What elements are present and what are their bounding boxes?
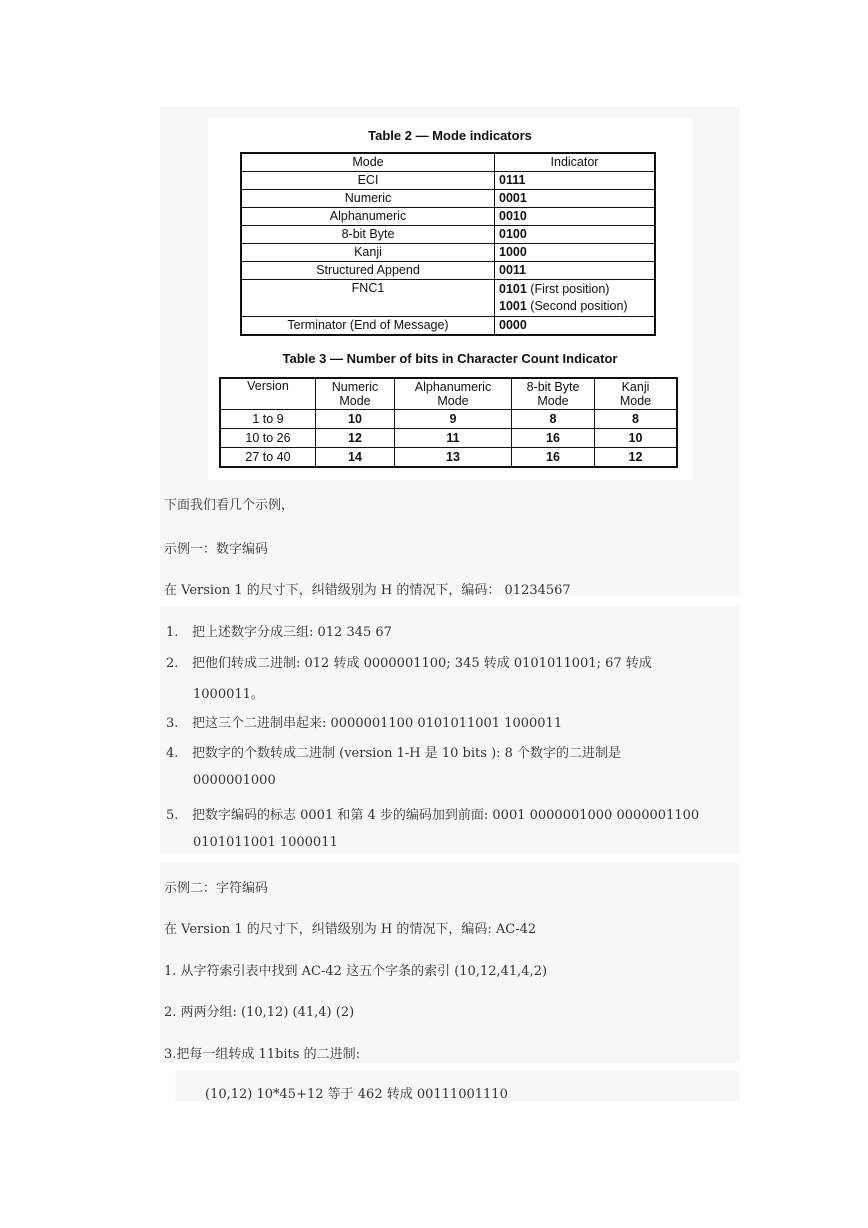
list-continuation: 0000001000 — [193, 773, 276, 788]
indicator-cell: 0100 — [495, 226, 656, 244]
value-cell: 13 — [395, 448, 512, 468]
value-cell: 16 — [512, 448, 595, 468]
header-cell — [316, 378, 395, 410]
value-cell: 9 — [395, 410, 512, 429]
indicator-value: 0101 — [499, 282, 527, 296]
list-continuation: 1000011。 — [193, 687, 264, 702]
header-line: Kanji — [621, 380, 650, 394]
table-row — [241, 208, 655, 226]
version-cell: 1 to 9 — [220, 410, 316, 429]
indicator-note: (First position) — [526, 282, 610, 296]
indicator-cell: 0011 — [495, 262, 656, 280]
list-number: 3. — [166, 716, 179, 731]
list-number: 5. — [166, 808, 179, 823]
header-line: 8-bit Byte — [526, 380, 580, 394]
table-row — [220, 429, 677, 448]
header-line: Mode — [537, 394, 569, 408]
table-header-row — [241, 153, 655, 172]
version-cell: 27 to 40 — [220, 448, 316, 468]
table-row — [241, 317, 655, 336]
list-item — [166, 621, 392, 640]
example2-heading: 示例二：字符编码 — [164, 881, 269, 896]
value-cell: 14 — [316, 448, 395, 468]
value-cell: 8 — [595, 410, 678, 429]
indicator-cell: 0001 — [495, 190, 656, 208]
table-header-row — [220, 378, 677, 410]
list-text: 把数字编码的标志 0001 和第 4 步的编码加到前面: 0001 0000001000 0000001100 — [192, 808, 700, 823]
header-line: Alphanumeric — [414, 380, 492, 394]
example2-step: 2. 两两分组: (10,12) (41,4) (2) — [164, 1005, 355, 1020]
header-line: Mode — [619, 394, 652, 408]
header-cell — [595, 378, 678, 410]
mode-cell: 8-bit Byte — [241, 226, 495, 244]
header-mode: Mode — [241, 153, 495, 172]
header-line: Mode — [339, 394, 371, 408]
indicator-cell: 1000 — [495, 244, 656, 262]
table-row — [241, 280, 655, 317]
character-count-table — [219, 377, 678, 468]
header-line: Version — [247, 379, 289, 393]
list-number: 2. — [166, 656, 179, 671]
indicator-note: (Second position) — [526, 299, 628, 313]
mode-cell: Alphanumeric — [241, 208, 495, 226]
table-row — [220, 410, 677, 429]
tables-image — [208, 118, 692, 480]
list-item — [166, 742, 621, 761]
mode-cell: Terminator (End of Message) — [241, 317, 495, 336]
value-cell: 8 — [512, 410, 595, 429]
list-number: 1. — [166, 625, 179, 640]
indicator-cell — [495, 280, 656, 317]
example2-step: 3.把每一组转成 11bits 的二进制: — [164, 1047, 360, 1062]
value-cell: 12 — [316, 429, 395, 448]
example2-desc: 在 Version 1 的尺寸下，纠错级别为 H 的情况下，编码: AC-42 — [164, 922, 537, 937]
value-cell: 12 — [595, 448, 678, 468]
mode-cell: FNC1 — [241, 280, 495, 317]
header-indicator: Indicator — [495, 153, 656, 172]
indicator-cell: 0111 — [495, 172, 656, 190]
example1-desc: 在 Version 1 的尺寸下，纠错级别为 H 的情况下，编码： 01234567 — [164, 583, 571, 598]
table3-title: Table 3 — Number of bits in Character Count Indicator — [282, 351, 618, 366]
table2-title: Table 2 — Mode indicators — [368, 128, 532, 143]
value-cell: 16 — [512, 429, 595, 448]
indicator-cell: 0000 — [495, 317, 656, 336]
intro-text: 下面我们看几个示例， — [164, 498, 295, 513]
header-line: Numeric — [331, 380, 379, 394]
value-cell: 10 — [316, 410, 395, 429]
value-cell: 10 — [595, 429, 678, 448]
table-row — [241, 172, 655, 190]
indicator-cell: 0010 — [495, 208, 656, 226]
list-text: 把上述数字分成三组: 012 345 67 — [192, 625, 392, 640]
table-row — [241, 262, 655, 280]
mode-cell: Kanji — [241, 244, 495, 262]
list-item — [166, 804, 699, 823]
list-text: 把这三个二进制串起来: 0000001100 0101011001 1000011 — [192, 716, 563, 731]
table-row — [241, 226, 655, 244]
value-cell: 11 — [395, 429, 512, 448]
calc-line: (10,12) 10*45+12 等于 462 转成 00111001110 — [205, 1087, 508, 1102]
example2-step: 1. 从字符索引表中找到 AC-42 这五个字条的索引 (10,12,41,4,2) — [164, 964, 548, 979]
list-text: 把数字的个数转成二进制 (version 1-H 是 10 bits ): 8 个数字的二进制是 — [192, 746, 622, 761]
list-item — [166, 712, 562, 731]
list-number: 4. — [166, 746, 179, 761]
table-row — [241, 244, 655, 262]
list-continuation: 0101011001 1000011 — [193, 835, 338, 850]
mode-cell: Structured Append — [241, 262, 495, 280]
header-cell — [512, 378, 595, 410]
table-row — [241, 190, 655, 208]
list-item — [166, 652, 652, 671]
version-cell: 10 to 26 — [220, 429, 316, 448]
header-line: Mode — [437, 394, 469, 408]
mode-cell: Numeric — [241, 190, 495, 208]
example1-heading: 示例一：数字编码 — [164, 542, 269, 557]
table-row — [220, 448, 677, 468]
header-cell — [395, 378, 512, 410]
header-cell — [220, 378, 316, 410]
mode-indicators-table — [240, 152, 656, 336]
indicator-value: 1001 — [499, 299, 527, 313]
list-text: 把他们转成二进制: 012 转成 0000001100; 345 转成 0101011001; 67 转成 — [192, 656, 652, 671]
mode-cell: ECI — [241, 172, 495, 190]
